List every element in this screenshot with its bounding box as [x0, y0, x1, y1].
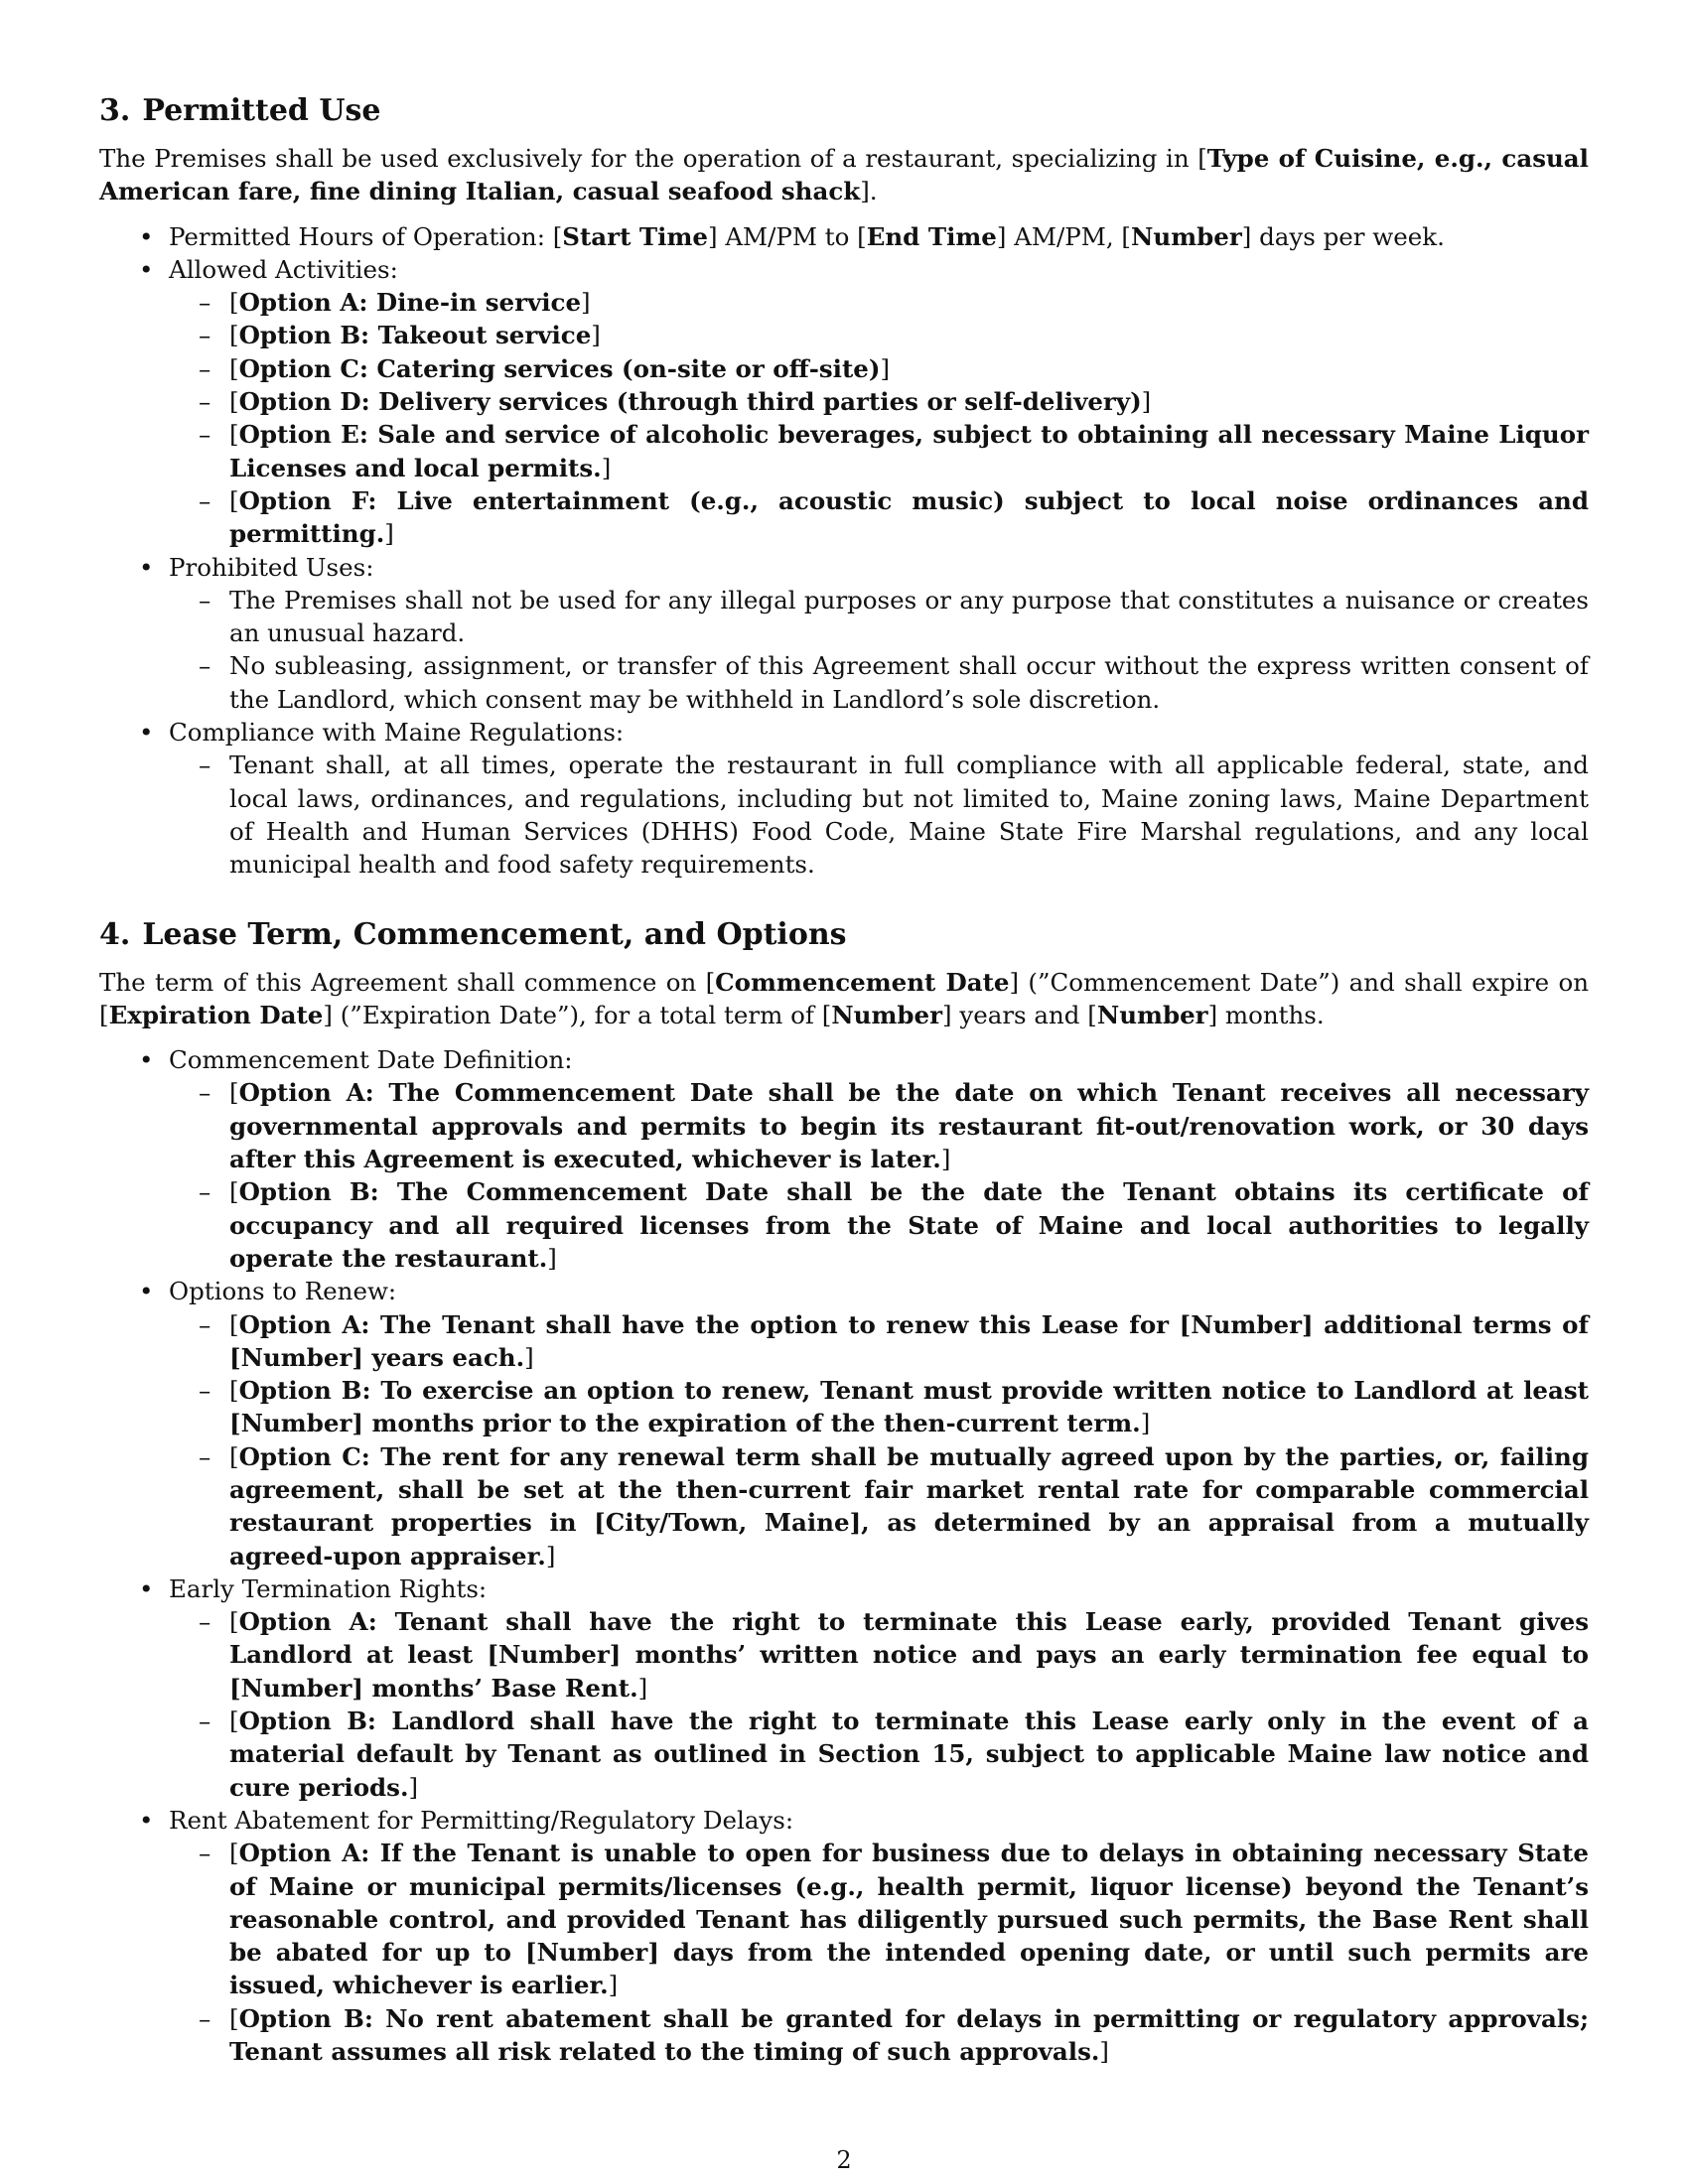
option-text: Option C: The rent for any renewal term shall be mutually agreed upon by the parties, or, failing agreement, shall be set at the then-current fair market rental rate for comparable commercial restaurant properties in [City/Town, Maine], as determined by an appraisal from a mutually agreed-upon appraiser.: [229, 1441, 1589, 1570]
section-number: 3.: [99, 93, 131, 128]
option-text: Option A: Tenant shall have the right to terminate this Lease early, provided Tenant gives Landlord at least [Number] months’ written notice and pays an early termination fee equal to [Number] months’ Base Rent.: [229, 1607, 1589, 1703]
dash-icon: –: [199, 1706, 211, 1736]
sub-item: – [Option A: Tenant shall have the right to terminate this Lease early, provided Tenant gives Landlord at least [Number] months’ written notice and pays an early termination fee equal to [Number] months’ Base Rent.]: [199, 1607, 1589, 1703]
dash-icon: –: [199, 288, 211, 318]
option-text: Option A: The Commencement Date shall be the date on which Tenant receives all necessary governmental approvals and permits to begin its restaurant fit-out/renovation work, or 30 days after this Agreement is executed, whichever is later.: [229, 1078, 1589, 1174]
option-text: Option B: No rent abatement shall be granted for delays in permitting or regulatory approvals; Tenant assumes all risk related to the timing of such approvals.: [229, 2003, 1589, 2067]
document-page: [99, 91, 1589, 2068]
dash-icon: –: [199, 651, 211, 681]
bullet-icon: •: [139, 1045, 154, 1075]
sub-item: – [Option C: The rent for any renewal term shall be mutually agreed upon by the parties, or, failing agreement, shall be set at the then-current fair market rental rate for comparable commercial restaurant properties in [City/Town, Maine], as determined by an appraisal from a mutually agreed-upon appraiser.]: [199, 1441, 1589, 1570]
dash-icon: –: [199, 353, 211, 383]
text: ] years and [: [942, 1000, 1097, 1029]
text: ] months.: [1207, 1000, 1325, 1029]
option-text: Option B: Takeout service: [238, 321, 592, 350]
bullet-icon: •: [139, 221, 154, 251]
dash-icon: –: [199, 1839, 211, 1868]
list-label: Commencement Date Definition:: [169, 1045, 573, 1075]
placeholder-end-time: End Time: [866, 221, 997, 251]
bullet-icon: •: [139, 1805, 154, 1835]
section-title: Permitted Use: [142, 93, 381, 128]
dash-icon: –: [199, 585, 211, 614]
allowed-activities-list: [169, 286, 1589, 550]
list-item-allowed: [99, 253, 1589, 551]
sub-item: – [Option D: Delivery services (through third parties or self-delivery)]: [169, 385, 1589, 418]
section-4-list: [99, 1043, 1589, 2068]
section-3-intro: [99, 142, 1589, 208]
dash-icon: –: [199, 1078, 211, 1108]
dash-icon: –: [199, 1376, 211, 1406]
option-text: Option D: Delivery services (through third parties or self-delivery): [238, 387, 1142, 417]
bullet-icon: •: [139, 1277, 154, 1306]
sub-item-text: The Premises shall not be used for any illegal purposes or any purpose that constitutes a nuisance or creates an unusual hazard.: [229, 585, 1589, 648]
list-label: Options to Renew:: [169, 1277, 397, 1306]
list-item-hours: [99, 220, 1589, 253]
sub-item-text: No subleasing, assignment, or transfer of this Agreement shall occur without the express written consent of the Landlord, which consent may be withheld in Landlord’s sole discretion.: [229, 651, 1589, 714]
abatement-options-list: [169, 1837, 1589, 2068]
sub-item: – [Option B: The Commencement Date shall be the date the Tenant obtains its certificate of occupancy and all required licenses from the State of Maine and local authorities to legally operate the restaurant.]: [199, 1177, 1589, 1273]
list-item-termination: [99, 1572, 1589, 1804]
sub-item: – [Option B: Takeout service]: [169, 319, 1589, 351]
bullet-icon: •: [139, 1573, 154, 1603]
option-text: Option A: If the Tenant is unable to open for business due to delays in obtaining necessary State of Maine or municipal permits/licenses (e.g., health permit, liquor license) beyond the Tenant’s reasonable control, and provided Tenant has diligently pursued such permits, the Base Rent shall be abated for up to [Number] days from the intended opening date, or until such permits are issued, whichever is earlier.: [229, 1839, 1589, 2000]
dash-icon: –: [199, 1177, 211, 1207]
dash-icon: –: [199, 321, 211, 350]
sub-item: – [Option E: Sale and service of alcoholic beverages, subject to obtaining all necessary Maine Liquor Licenses and local permits.]: [199, 420, 1589, 482]
sub-item: [169, 584, 1589, 650]
page-number: 2: [836, 2146, 852, 2174]
text: ] AM/PM to [: [708, 221, 867, 251]
option-text: Option A: The Tenant shall have the option to renew this Lease for [Number] additional terms of [Number] years each.: [229, 1309, 1589, 1372]
dash-icon: –: [199, 485, 211, 515]
section-title: Lease Term, Commencement, and Options: [142, 916, 847, 952]
list-label: Allowed Activities:: [169, 254, 398, 284]
placeholder-start-time: Start Time: [562, 221, 708, 251]
sub-item: – [Option A: The Tenant shall have the option to renew this Lease for [Number] additional terms of [Number] years each.]: [199, 1309, 1589, 1372]
section-number: 4.: [99, 916, 131, 952]
dash-icon: –: [199, 751, 211, 780]
option-text: Option F: Live entertainment (e.g., acoustic music) subject to local noise ordinances and permitting.: [229, 485, 1589, 549]
dash-icon: –: [199, 1309, 211, 1339]
sub-item: – [Option B: To exercise an option to renew, Tenant must provide written notice to Landlord at least [Number] months prior to the expiration of the then-current term.]: [199, 1376, 1589, 1438]
section-4-heading: [99, 915, 1589, 955]
section-3-heading: [99, 91, 1589, 131]
list-label: Prohibited Uses:: [169, 552, 374, 582]
sub-item: – [Option B: Landlord shall have the right to terminate this Lease early only in the event of a material default by Tenant as outlined in Section 15, subject to applicable Maine law notice and cure periods.]: [199, 1706, 1589, 1802]
section-3-list: [99, 220, 1589, 882]
placeholder-expiration-date: Expiration Date: [108, 1000, 324, 1029]
dash-icon: –: [199, 420, 211, 450]
list-item-compliance: [99, 716, 1589, 881]
dash-icon: –: [199, 387, 211, 417]
bullet-icon: •: [139, 718, 154, 748]
sub-item: – [Option A: The Commencement Date shall be the date on which Tenant receives all necessary governmental approvals and permits to begin its restaurant fit-out/renovation work, or 30 days after this Agreement is executed, whichever is later.]: [199, 1078, 1589, 1174]
dash-icon: –: [199, 1441, 211, 1471]
placeholder-number: Number: [831, 1000, 943, 1029]
placeholder-number: Number: [1130, 221, 1242, 251]
list-label: Early Termination Rights:: [169, 1573, 488, 1603]
option-text: Option A: Dine-in service: [238, 288, 582, 318]
bullet-icon: •: [139, 552, 154, 582]
sub-item: – [Option A: If the Tenant is unable to open for business due to delays in obtaining necessary State of Maine or municipal permits/licenses (e.g., health permit, liquor license) beyond the Tenant’s reasonable control, and provided Tenant has diligently pursued such permits, the Base Rent shall be abated for up to [Number] days from the intended opening date, or until such permits are issued, whichever is earlier.]: [199, 1839, 1589, 2000]
dash-icon: –: [199, 1607, 211, 1637]
list-item-commencement: [99, 1043, 1589, 1275]
option-text: Option B: Landlord shall have the right to terminate this Lease early only in the event of a material default by Tenant as outlined in Section 15, subject to applicable Maine law notice and cure periods.: [229, 1706, 1589, 1802]
sub-item: – [Option A: Dine-in service]: [169, 286, 1589, 319]
dash-icon: –: [199, 2003, 211, 2033]
commencement-options-list: [169, 1076, 1589, 1275]
sub-item: – [Option F: Live entertainment (e.g., acoustic music) subject to local noise ordinances and permitting.]: [199, 485, 1589, 549]
sub-item: – [Option C: Catering services (on-site or off-site)]: [169, 352, 1589, 385]
termination-options-list: [169, 1605, 1589, 1804]
bullet-icon: •: [139, 254, 154, 284]
text: The term of this Agreement shall commence on [: [99, 967, 716, 997]
text: Permitted Hours of Operation: [: [169, 221, 563, 251]
list-item-renew: [99, 1275, 1589, 1572]
intro-text: ].: [860, 177, 878, 206]
list-item-abatement: [99, 1804, 1589, 2068]
sub-item: – [Option B: No rent abatement shall be granted for delays in permitting or regulatory approvals; Tenant assumes all risk related to the timing of such approvals.]: [199, 2003, 1589, 2067]
placeholder-commencement-date: Commencement Date: [715, 967, 1010, 997]
text: ] AM/PM, [: [996, 221, 1131, 251]
option-text: Option B: To exercise an option to renew, Tenant must provide written notice to Landlord at least [Number] months prior to the expiration of the then-current term.: [229, 1376, 1589, 1438]
text: ] days per week.: [1241, 221, 1445, 251]
section-4-intro: [99, 966, 1589, 1032]
placeholder-number: Number: [1096, 1000, 1208, 1029]
text: ] (”Expiration Date”), for a total term of [: [323, 1000, 832, 1029]
text: ] (”Commencement Date”) and shall expire on [: [99, 967, 1589, 1029]
sub-item: [169, 749, 1589, 881]
list-label: Compliance with Maine Regulations:: [169, 718, 625, 748]
prohibited-uses-list: [169, 584, 1589, 716]
sub-item: [169, 649, 1589, 716]
compliance-list: [169, 749, 1589, 881]
list-item-prohibited: [99, 551, 1589, 716]
list-label: Rent Abatement for Permitting/Regulatory Delays:: [169, 1805, 794, 1835]
intro-text: The Premises shall be used exclusively for the operation of a restaurant, specializing in [: [99, 144, 1207, 173]
sub-item-text: Tenant shall, at all times, operate the restaurant in full compliance with all applicable federal, state, and local laws, ordinances, and regulations, including but not limited to, Maine zoning laws, Maine Department of Health and Human Services (DHHS) Food Code, Maine State Fire Marshal regulations, and any local municipal health and food safety requirements.: [229, 751, 1589, 880]
option-text: Option B: The Commencement Date shall be the date the Tenant obtains its certificate of occupancy and all required licenses from the State of Maine and local authorities to legally operate the restaurant.: [229, 1177, 1589, 1273]
placeholder-cuisine: Type of Cuisine, e.g., casual American fare, fine dining Italian, casual seafood shack: [99, 144, 1589, 206]
renew-options-list: [169, 1308, 1589, 1572]
option-text: Option E: Sale and service of alcoholic beverages, subject to obtaining all necessary Maine Liquor Licenses and local permits.: [229, 420, 1589, 482]
option-text: Option C: Catering services (on-site or off-site): [238, 353, 881, 383]
